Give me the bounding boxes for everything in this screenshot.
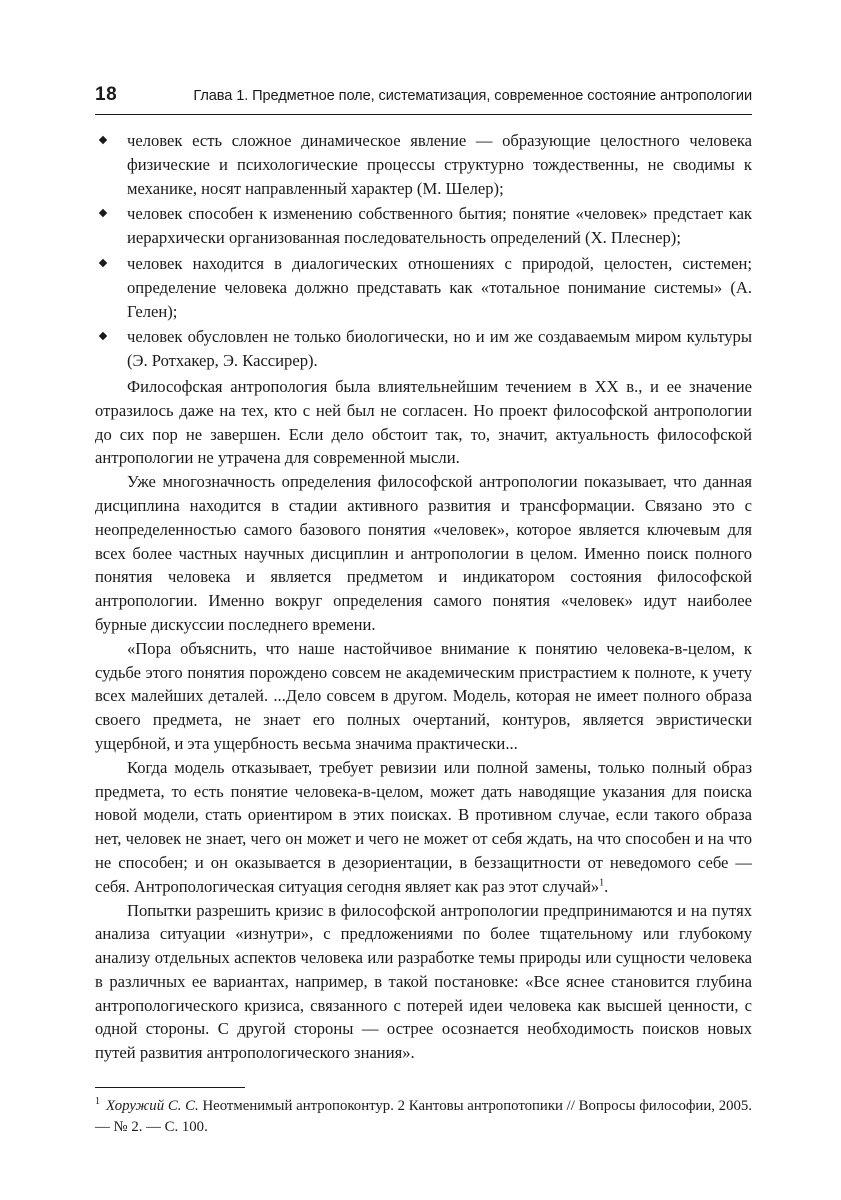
page-number: 18: [95, 84, 118, 105]
bullet-item-gehlen: [95, 252, 752, 323]
bullet-text: человек способен к изменению собственного бытия; понятие «человек» предстает как иерархически организованная последовательность определений (Х. Плеснер);: [127, 204, 752, 248]
paragraph-influence: Философская антропология была влиятельнейшим течением в XX в., и ее значение отразилось даже на тех, кто с ней был не согласен. Но проект философской антропологии до сих пор не завершен. Если дело обстоит так, то, значит, актуальность философской антропологии не утрачена для современной мысли.: [95, 376, 752, 468]
footnote-text: Неотменимый антропоконтур. 2 Кантовы антропотопики // Вопросы философии, 2005. — № 2. — С. 100.: [95, 1098, 753, 1136]
bullet-item-scheler: [95, 129, 752, 200]
bullet-text: человек находится в диалогических отношениях с природой, целостен, системен; определение человека должно представать как «тотальное понимание системы» (А. Гелен);: [127, 253, 752, 321]
bullet-item-plessner: [95, 202, 752, 250]
book-page: [95, 84, 752, 1138]
footnote-reference[interactable]: 1: [599, 877, 605, 889]
footnote-number: 1: [95, 1096, 100, 1108]
running-head: [95, 84, 752, 115]
paragraph-ambiguity: Уже многозначность определения философской антропологии показывает, что данная дисциплина находится в стадии активного развития и трансформации. Связано это с неопределенностью самого базового понятия «человек», которое является ключевым для всех более частных научных дисциплин и антропологии в целом. Именно поиск полного понятия человека и является предметом и индикатором состояния философской антропологии. Именно вокруг определения самого понятия «человек» идут наиболее бурные дискуссии последнего времени.: [95, 472, 752, 634]
chapter-title: Глава 1. Предметное поле, систематизация, современное состояние антропологии: [193, 88, 752, 104]
bullet-list: [95, 129, 752, 373]
paragraph-quote-start: «Пора объяснить, что наше настойчивое внимание к понятию человека-в-целом, к судьбе этого понятия порождено совсем не академическим пристрастием к полноте, к учету всех малейших деталей. ...Дело совсем в другом. Модель, которая не имеет полного образа своего предмета, не знает его полных очертаний, контуров, является эвристически ущербной, и эта ущербность весьма значима практически...: [95, 638, 752, 753]
diamond-bullet-icon: [99, 136, 107, 144]
bullet-text: человек обусловлен не только биологически, но и им же создаваемым миром культуры (Э. Ротхакер, Э. Кассирер).: [127, 327, 752, 371]
paragraph-crisis: Попытки разрешить кризис в философской антропологии предпринимаются и на путях анализа ситуации «изнутри», с предложениями по более тщательному или глубокому анализу отдельных аспектов человека или разработке темы природы или сущности человека в различных ее вариантах, например, в такой постановке: «Все яснее становится глубина антропологического кризиса, связанного с потерей идеи человека как высшей ценности, с одной стороны. С другой стороны — острее осознается необходимость поисков новых путей развития антропологического знания».: [95, 900, 752, 1063]
paragraph-quote-end: Когда модель отказывает, требует ревизии или полной замены, только полный образ предмета, то есть понятие человека-в-целом, может дать наводящие указания для поиска новой модели, стать ориентиром в этих поисках. В противном случае, если такого образа нет, человек не знает, чего он может и чего не может от себя ждать, на что способен и на что не способен; и он оказывается в дезориентации, в беззащитности от неведомого себе — себя. Антропологическая ситуация сегодня являет как раз этот случай»$^1$.: [95, 757, 752, 896]
footnote: [95, 1096, 752, 1138]
diamond-bullet-icon: [99, 259, 107, 267]
bullet-text: человек есть сложное динамическое явление — образующие целостного человека физические и психологические процессы структурно тождественны, не сводимы к механике, носят направленный характер (М. Шелер);: [127, 131, 752, 198]
diamond-bullet-icon: [99, 332, 107, 340]
footnote-divider: [95, 1087, 245, 1088]
bullet-item-rothacker: [95, 325, 752, 373]
footnote-author: Хоружий С. С.: [106, 1098, 199, 1115]
body-text: [95, 129, 752, 1065]
diamond-bullet-icon: [99, 209, 107, 217]
paragraph-quote-end-text: Когда модель отказывает, требует ревизии или полной замены, только полный образ предмета, то есть понятие человека-в-целом, может дать наводящие указания для поиска новой модели, стать ориентиром в этих поисках. В противном случае, если такого образа нет, человек не знает, чего он может и чего не может от себя ждать, на что способен и на что не способен; и он оказывается в дезориентации, в беззащитности от неведомого себе — себя. Антропологическая ситуация сегодня являет как раз этот случай»: [95, 757, 752, 896]
